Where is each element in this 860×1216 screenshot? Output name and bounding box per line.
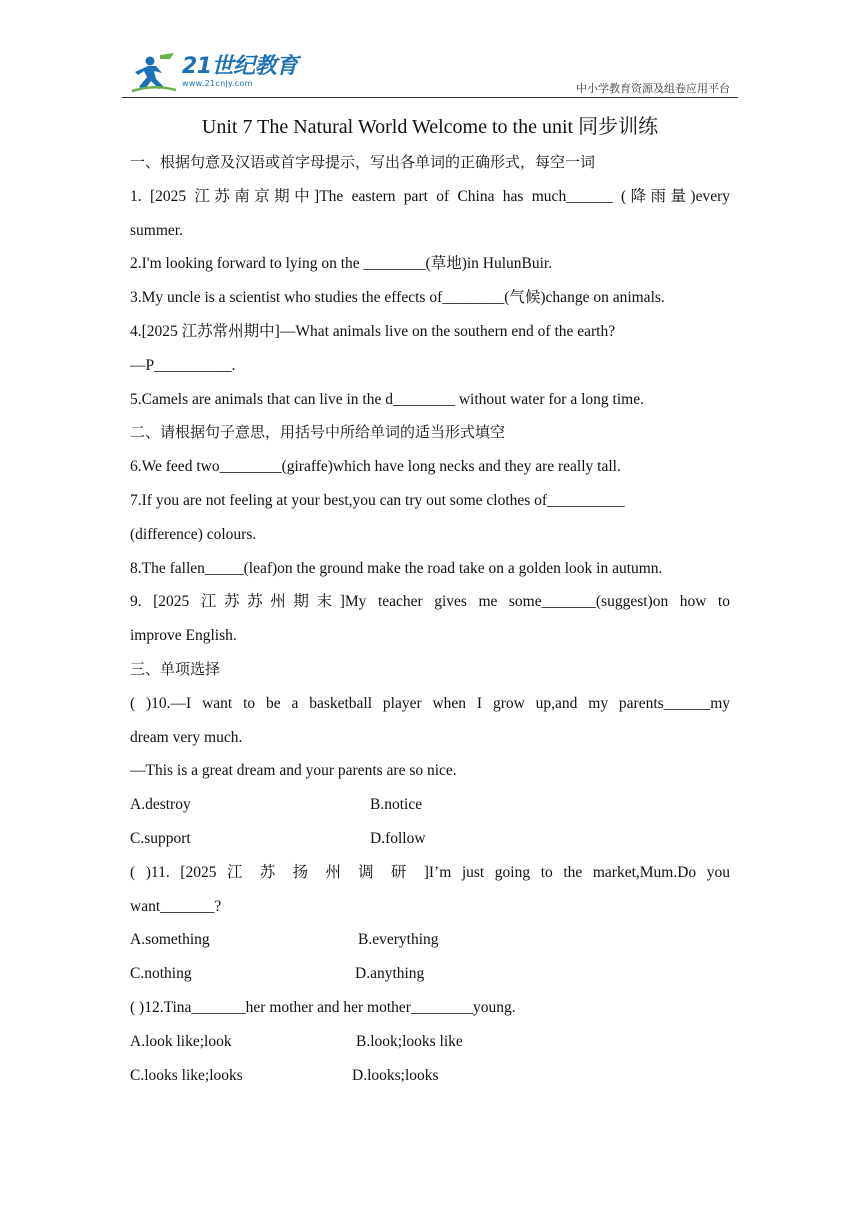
logo-url: www.21cnjy.com xyxy=(182,79,253,88)
question-10-line-3: —This is a great dream and your parents are so nice. xyxy=(130,762,457,780)
section-3-heading: 三、单项选择 xyxy=(130,659,221,678)
option-a: A.destroy xyxy=(130,796,191,814)
question-10-line-1: ( )10.—I want to be a basketball player when I grow up,and my parents______my xyxy=(130,694,730,712)
option-d: D.anything xyxy=(355,965,425,983)
question-5: 5.Camels are animals that can live in the d________ without water for a long time. xyxy=(130,390,644,408)
question-3: 3.My uncle is a scientist who studies the effects of________(气候)change on animals. xyxy=(130,289,665,307)
option-b: B.notice xyxy=(370,796,423,814)
question-1-line-1: 1. [2025 江苏南京期中]The eastern part of China has much______ (降雨量)every xyxy=(130,187,730,205)
question-11-line-1: ( )11. [2025 江 苏 扬 州 调 研 ]I’m just going to the market,Mum.Do you xyxy=(130,863,730,881)
question-4-line-1: 4.[2025 江苏常州期中]—What animals live on the southern end of the earth? xyxy=(130,322,616,340)
option-c: C.nothing xyxy=(130,965,192,983)
worksheet xyxy=(130,112,730,1092)
question-11-line-2: want_______? xyxy=(130,897,222,915)
question-7-line-1: 7.If you are not feeling at your best,you can try out some clothes of__________ xyxy=(130,491,625,509)
question-4-line-2: —P__________. xyxy=(130,356,236,374)
question-12-line-1: ( )12.Tina_______her mother and her mother________young. xyxy=(130,998,516,1016)
question-8: 8.The fallen_____(leaf)on the ground make the road take on a golden look in autumn. xyxy=(130,559,663,577)
option-d: D.follow xyxy=(370,829,426,847)
worksheet-title: Unit 7 The Natural World Welcome to the unit 同步训练 xyxy=(201,116,659,138)
question-1-line-2: summer. xyxy=(130,221,183,239)
option-b: B.everything xyxy=(358,931,439,949)
option-a: A.look like;look xyxy=(130,1032,232,1050)
question-7-line-2: (difference) colours. xyxy=(130,525,257,543)
page-header xyxy=(122,46,738,98)
runner-logo-icon xyxy=(130,51,178,93)
question-6: 6.We feed two________(giraffe)which have long necks and they are really tall. xyxy=(130,458,621,476)
option-c: C.support xyxy=(130,829,191,847)
question-10-line-2: dream very much. xyxy=(130,728,243,746)
section-1-heading: 一、根据句意及汉语或首字母提示，写出各单词的正确形式，每空一词 xyxy=(130,153,596,171)
logo xyxy=(130,50,298,94)
option-b: B.look;looks like xyxy=(356,1032,463,1050)
question-12-options-cd xyxy=(130,1059,730,1093)
section-2-heading: 二、请根据句子意思，用括号中所给单词的适当形式填空 xyxy=(130,423,506,442)
question-9-line-1: 9. [2025 江苏苏州期末]My teacher gives me some_______(suggest)on how to xyxy=(130,593,730,611)
platform-label: 中小学教育资源及组卷应用平台 xyxy=(576,82,730,95)
header-divider xyxy=(122,97,738,98)
question-10-options-cd xyxy=(130,822,730,856)
question-10-options-ab xyxy=(130,788,730,822)
question-11-options-cd xyxy=(130,957,730,991)
question-9-line-2: improve English. xyxy=(130,627,237,645)
logo-title: 21世纪教育 xyxy=(182,54,298,79)
option-a: A.something xyxy=(130,931,210,949)
question-12-options-ab xyxy=(130,1025,730,1059)
question-11-options-ab xyxy=(130,923,730,957)
question-2: 2.I'm looking forward to lying on the ________(草地)in HulunBuir. xyxy=(130,255,553,273)
option-d: D.looks;looks xyxy=(352,1066,439,1084)
option-c: C.looks like;looks xyxy=(130,1066,243,1084)
